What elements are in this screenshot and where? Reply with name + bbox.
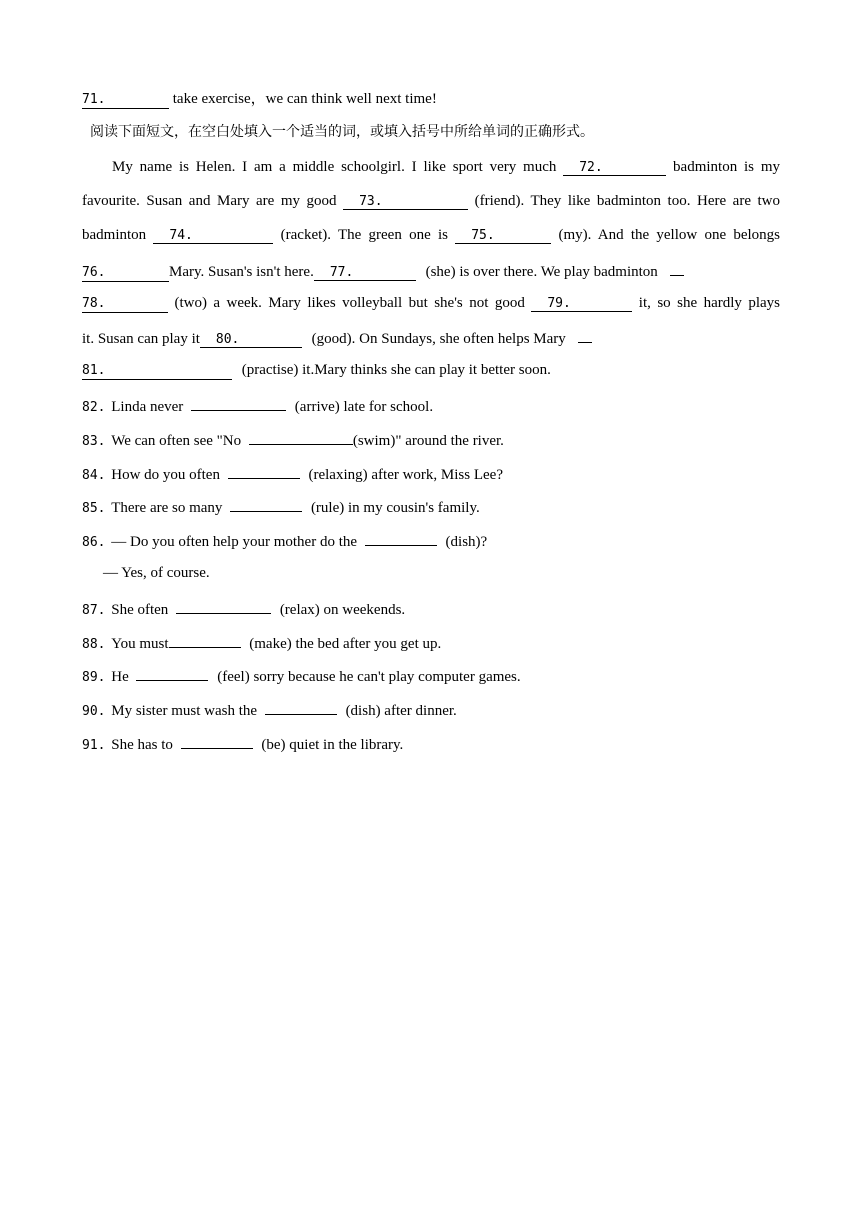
question-83 xyxy=(82,427,780,449)
question-text: How do you often xyxy=(111,467,220,483)
question-91 xyxy=(82,731,780,753)
question-number: 72. xyxy=(579,160,603,175)
question-number: 85. xyxy=(82,501,106,516)
passage-text: (my). And the yellow one belongs xyxy=(558,227,781,243)
passage-text: it. Susan can play it xyxy=(82,331,200,347)
question-text: (rule) in my cousin's family. xyxy=(310,500,480,516)
passage-text: (good). On Sundays, she often helps Mary xyxy=(311,331,566,347)
answer-blank[interactable] xyxy=(249,427,353,445)
passage-line xyxy=(82,359,780,381)
question-text: My sister must wash the xyxy=(111,703,258,719)
question-86-reply xyxy=(103,562,780,584)
question-number: 83. xyxy=(82,434,106,449)
passage-text: (friend). They like badminton too. Here are two xyxy=(474,193,781,209)
answer-blank[interactable] xyxy=(191,393,286,411)
passage-line xyxy=(82,325,780,347)
question-text: (make) the bed after you get up. xyxy=(249,636,442,652)
blank-78-start xyxy=(670,258,684,276)
answer-blank[interactable] xyxy=(181,731,253,749)
blank-81[interactable] xyxy=(82,362,232,380)
blank-80[interactable] xyxy=(200,331,302,348)
answer-blank[interactable] xyxy=(176,596,271,614)
passage-line xyxy=(82,224,780,246)
blank-71[interactable] xyxy=(82,91,169,109)
question-number: 88. xyxy=(82,637,106,652)
question-number: 74. xyxy=(169,228,193,243)
question-number: 71. xyxy=(82,92,106,107)
passage-text: (practise) it.Mary thinks she can play it better soon. xyxy=(241,362,551,378)
passage-line xyxy=(112,156,780,178)
question-text: (swim)" around the river. xyxy=(352,433,504,449)
answer-blank[interactable] xyxy=(230,494,302,512)
question-text: (relax) on weekends. xyxy=(279,602,406,618)
question-85 xyxy=(82,494,780,516)
blank-74[interactable] xyxy=(153,227,273,244)
question-text: She often xyxy=(111,602,169,618)
blank-72[interactable] xyxy=(563,159,666,176)
question-text: Linda never xyxy=(111,399,184,415)
question-number: 77. xyxy=(329,265,354,280)
question-text: — Do you often help your mother do the xyxy=(111,534,358,550)
question-text: (arrive) late for school. xyxy=(294,399,434,415)
question-89 xyxy=(82,663,780,685)
answer-blank[interactable] xyxy=(228,461,300,479)
passage-text: My name is Helen. I am a middle schoolgirl. I like sport very much xyxy=(112,159,557,175)
question-number: 75. xyxy=(471,228,495,243)
question-text: (feel) sorry because he can't play computer games. xyxy=(217,669,521,685)
blank-79[interactable] xyxy=(531,295,632,312)
question-text: — Yes, of course. xyxy=(103,565,210,581)
passage-text: it, so she hardly plays xyxy=(638,295,781,311)
question-text: take exercise，we can think well next time! xyxy=(169,91,437,107)
blank-81-start xyxy=(578,325,592,343)
question-number: 82. xyxy=(82,400,106,415)
question-number: 84. xyxy=(82,468,106,483)
question-number: 78. xyxy=(82,296,106,311)
question-number: 91. xyxy=(82,738,106,753)
answer-blank[interactable] xyxy=(169,630,241,648)
question-number: 90. xyxy=(82,704,106,719)
question-88 xyxy=(82,630,780,652)
instruction-text: 阅读下面短文，在空白处填入一个适当的词，或填入括号中所给单词的正确形式。 xyxy=(90,124,594,140)
question-text: You must xyxy=(111,636,169,652)
blank-75[interactable] xyxy=(455,227,551,244)
passage-text: (two) a week. Mary likes volleyball but she's not good xyxy=(174,295,525,311)
question-number: 89. xyxy=(82,670,106,685)
blank-76[interactable] xyxy=(82,264,169,282)
passage-text: (she) is over there. We play badminton xyxy=(425,264,658,280)
blank-77[interactable] xyxy=(314,264,416,281)
question-number: 73. xyxy=(359,194,383,209)
answer-blank[interactable] xyxy=(136,663,208,681)
question-number: 86. xyxy=(82,535,106,550)
answer-blank[interactable] xyxy=(365,528,437,546)
question-text: He xyxy=(111,669,129,685)
question-84 xyxy=(82,461,780,483)
passage-text: Mary. Susan's isn't here. xyxy=(169,264,314,280)
question-text: We can often see "No xyxy=(111,433,242,449)
blank-78[interactable] xyxy=(82,295,168,313)
blank-73[interactable] xyxy=(343,193,468,210)
passage-text: badminton is my xyxy=(673,159,780,175)
question-71 xyxy=(82,88,780,110)
answer-blank[interactable] xyxy=(265,697,337,715)
question-text: (be) quiet in the library. xyxy=(261,737,404,753)
question-86 xyxy=(82,528,780,550)
passage-line xyxy=(82,190,780,212)
question-number: 76. xyxy=(82,265,106,280)
question-text: There are so many xyxy=(111,500,223,516)
passage-text: favourite. Susan and Mary are my good xyxy=(82,193,337,209)
question-87 xyxy=(82,596,780,618)
passage-text: (racket). The green one is xyxy=(280,227,448,243)
question-text: (dish)? xyxy=(445,534,488,550)
question-text: (relaxing) after work, Miss Lee? xyxy=(308,467,503,483)
question-number: 87. xyxy=(82,603,106,618)
section-instruction xyxy=(90,121,780,143)
question-number: 79. xyxy=(547,296,571,311)
question-text: She has to xyxy=(111,737,173,753)
passage-line xyxy=(82,292,780,314)
question-82 xyxy=(82,393,780,415)
question-number: 80. xyxy=(215,332,240,347)
question-number: 81. xyxy=(82,363,106,378)
passage-line xyxy=(82,258,780,280)
question-90 xyxy=(82,697,780,719)
question-text: (dish) after dinner. xyxy=(345,703,457,719)
passage-text: badminton xyxy=(82,227,147,243)
